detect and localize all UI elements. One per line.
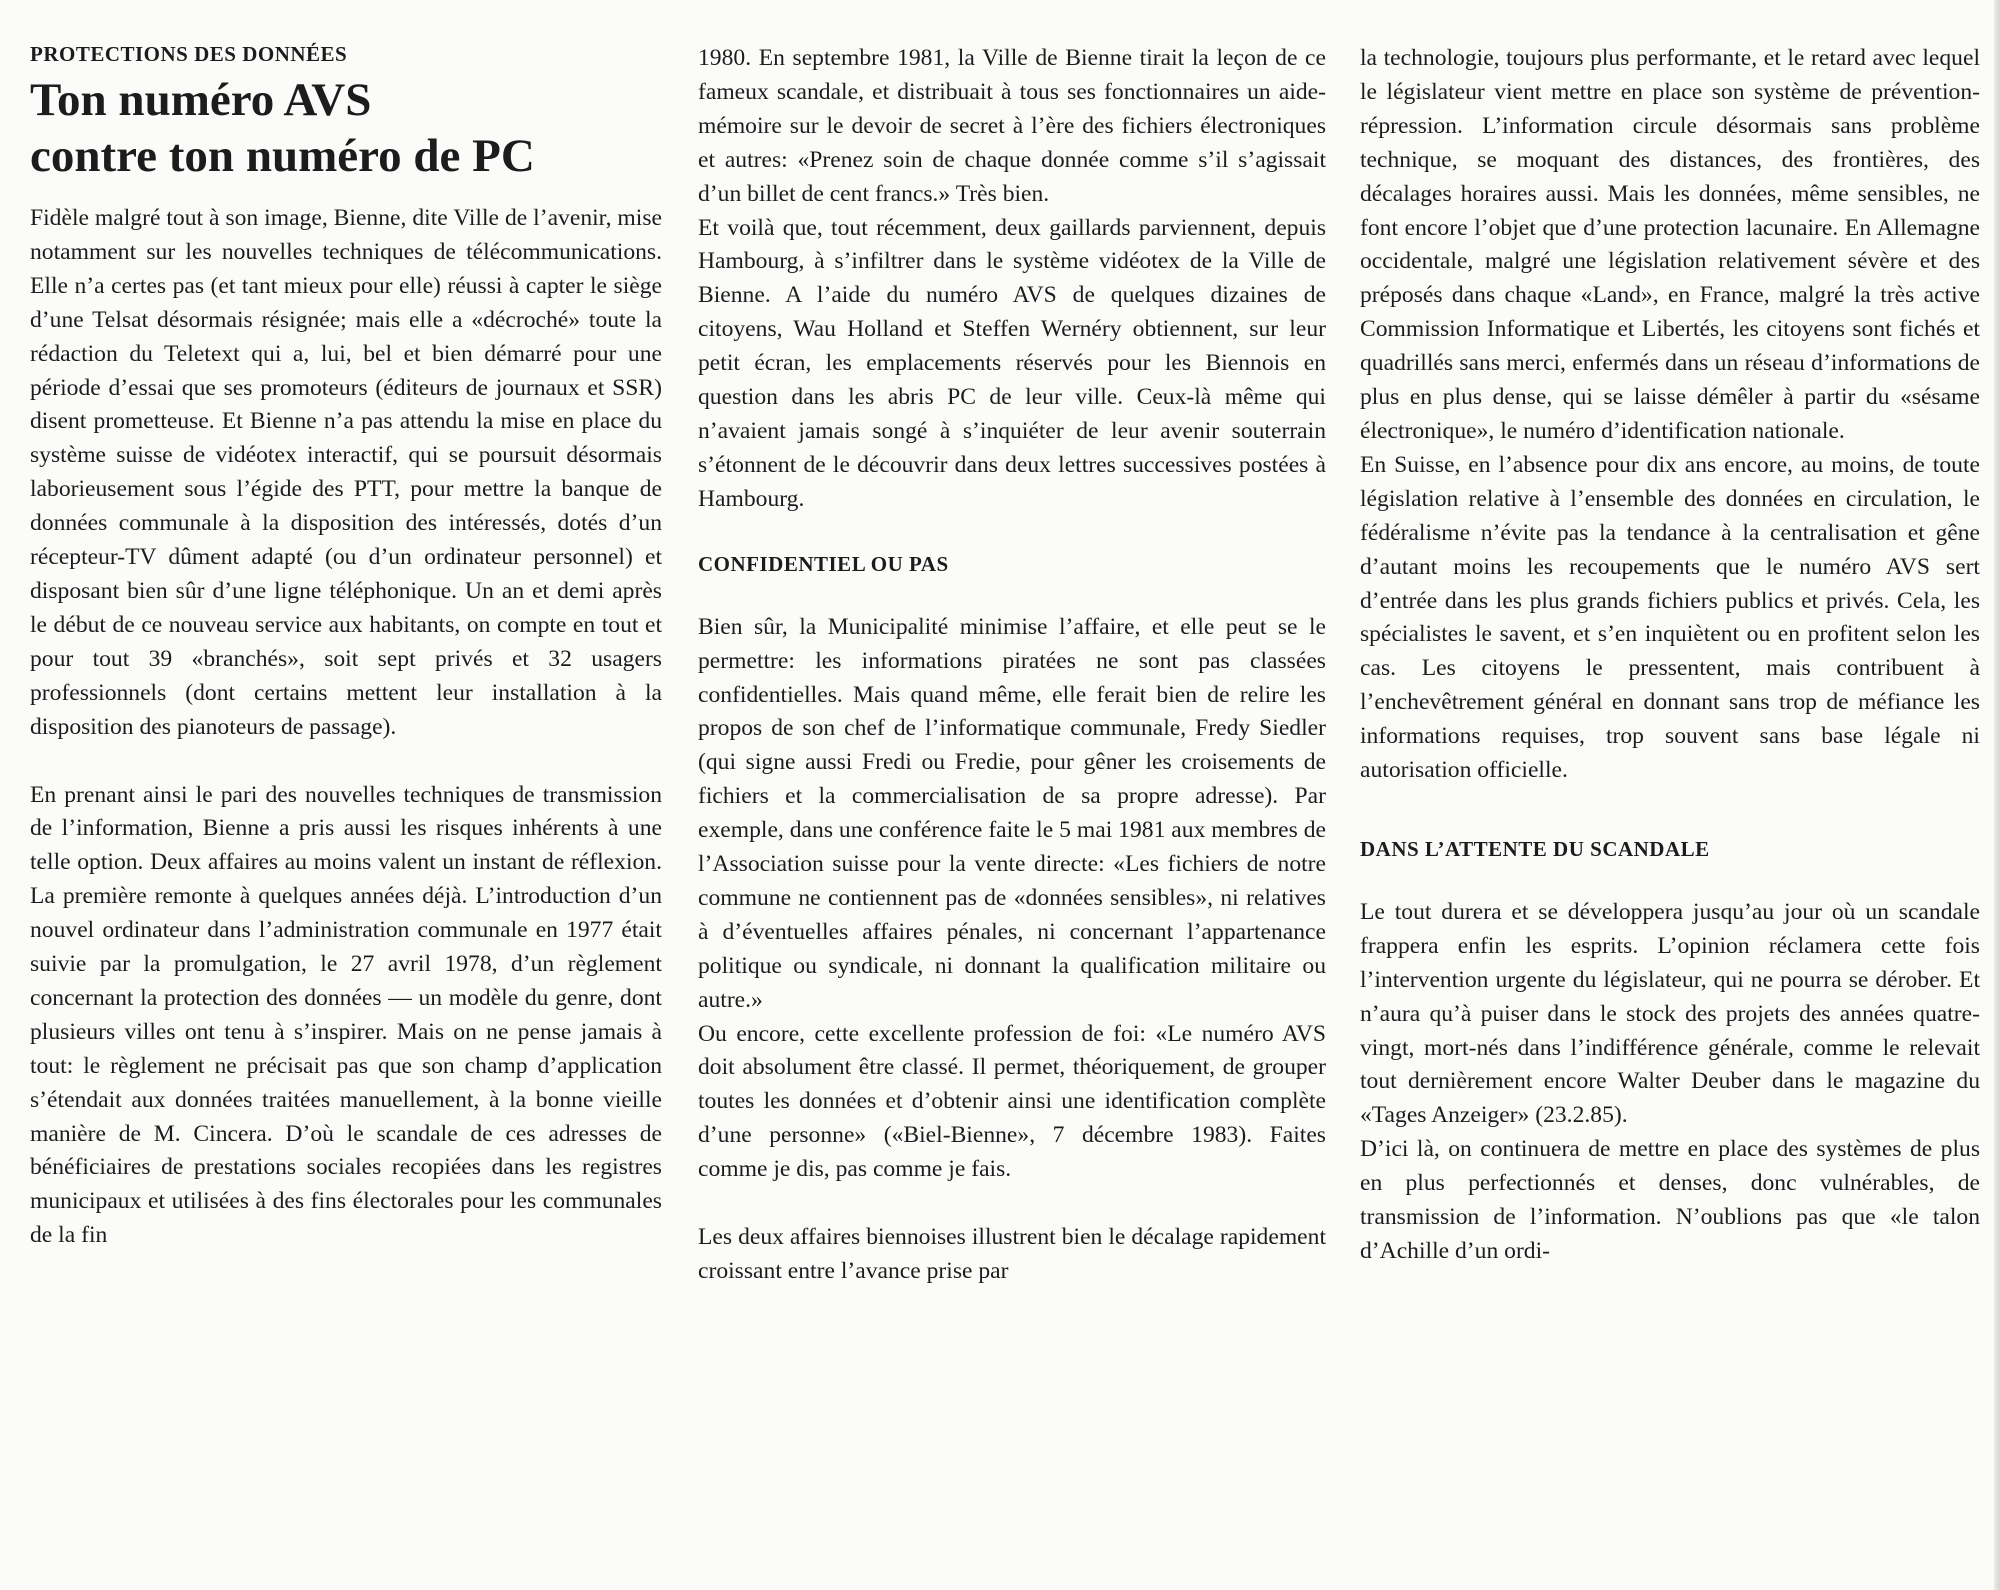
paragraph: Ou encore, cette excellente profession de foi: «Le numéro AVS doit absolument être classé. Il permet, théoriquement, de grouper toutes les données et d’obtenir ainsi une identification complète d’une personne» («Biel-Bienne», 7 décembre 1983). Faites comme je dis, pas comme je fais. (698, 1020, 1326, 1183)
paragraph: Fidèle malgré tout à son image, Bienne, dite Ville de l’avenir, mise notamment sur les nouvelles techniques de télécommunications. Elle n’a certes pas (et tant mieux pour elle) réussi à capter le siège d’une Telsat désormais résignée; mais elle a «décroché» toute la rédaction du Teletext qui a, lui, bel et bien démarré pour une période d’essai que ses promoteurs (éditeurs de journaux et SSR) disent prometteuse. Et Bienne n’a pas attendu la mise en place du système suisse de vidéotex interactif, qui se poursuit désormais laborieusement sous l’égide des PTT, pour mettre la banque de données communale à la disposition des intéressés, dotés d’un récepteur-TV dûment adapté (ou d’un ordinateur personnel) et disposant bien sûr d’une ligne téléphonique. Un an et demi après le début de ce nouveau service aux habitants, on compte en tout et pour tout 39 «branchés», soit sept privés et 32 usagers professionnels (dont certains mettent leur installation à la disposition des pianoteurs de passage). (30, 205, 662, 740)
paragraph: Et voilà que, tout récemment, deux gaillards parviennent, depuis Hambourg, à s’infiltrer dans le système vidéotex de la Ville de Bienne. A l’aide du numéro AVS de quelques dizaines de citoyens, Wau Holland et Steffen Wernéry obtiennent, sur leur petit écran, les emplacements réservés pour les Biennois en question dans les abris PC de leur ville. Ceux-là même qui n’avaient jamais songé à s’inquiéter de leur avenir souterrain s’étonnent de le découvrir dans deux lettres successives postées à Hambourg. (698, 214, 1326, 512)
article-kicker: PROTECTIONS DES DONNÉES (30, 42, 348, 66)
page-edge-shadow (1994, 0, 2000, 1590)
paragraph: 1980. En septembre 1981, la Ville de Bienne tirait la leçon de ce fameux scandale, et distribuait à tous ses fonctionnaires un aide-mémoire sur le devoir de secret à l’ère des fichiers électroniques et autres: «Prenez soin de chaque donnée comme s’il s’agissait d’un billet de cent francs.» Très bien. (698, 45, 1326, 207)
article-title (30, 72, 662, 184)
section-heading-confidentiel: CONFIDENTIEL OU PAS (698, 551, 949, 576)
paragraph: Le tout durera et se développera jusqu’au jour où un scandale frappera enfin les esprits. L’opinion réclamera cette fois l’intervention urgente du législateur, qui ne pourra se dérober. Et n’aura qu’à puiser dans le stock des projets des années quatre-vingt, mort-nés dans l’indifférence générale, comme le relevait tout dernièrement encore Walter Deuber dans le magazine du «Tages Anzeiger» (23.2.85). (1360, 898, 1980, 1129)
article-title-line-1: Ton numéro AVS (30, 74, 372, 126)
column-2 (698, 42, 1326, 1289)
article-title-line-2: contre ton numéro de PC (30, 130, 535, 182)
column-1 (30, 40, 662, 1253)
column-3 (1360, 42, 1980, 1269)
paragraph: D’ici là, on continuera de mettre en place des systèmes de plus en plus perfectionnés et denses, donc vulnérables, de transmission de l’information. N’oublions pas que «le talon d’Achille d’un ordi- (1360, 1136, 1980, 1264)
paragraph: En prenant ainsi le pari des nouvelles techniques de transmission de l’information, Bienne a pris aussi les risques inhérents à une telle option. Deux affaires au moins valent un instant de réflexion. La première remonte à quelques années déjà. L’introduction d’un nouvel ordinateur dans l’administration communale en 1977 était suivie par la promulgation, le 27 avril 1978, d’un règlement concernant la protection des données — un modèle du genre, dont plusieurs villes ont tenu à s’inspirer. Mais on ne pense jamais à tout: le règlement ne précisait pas que son champ d’application s’étendait aux données traitées manuellement, à la bonne vieille manière de M. Cincera. D’où le scandale de ces adresses de bénéficiaires de prestations sociales recopiées dans les registres municipaux et utilisées à des fins électorales pour les communales de la fin (30, 781, 662, 1249)
section-heading-scandale: DANS L’ATTENTE DU SCANDALE (1360, 836, 1710, 861)
paragraph: Bien sûr, la Municipalité minimise l’affaire, et elle peut se le permettre: les informations piratées ne sont pas classées confidentielles. Mais quand même, elle ferait bien de relire les propos de son chef de l’informatique communale, Fredy Siedler (qui signe aussi Fredi ou Fredie, pour gêner les croisements de fichiers et la commercialisation de sa propre adresse). Par exemple, dans une conférence faite le 5 mai 1981 aux membres de l’Association suisse pour la vente directe: «Les fichiers de notre commune ne contiennent pas de «données sensibles», ni relatives à d’éventuelles affaires pénales, ni concernant l’appartenance politique ou syndicale, ni donnant la qualification militaire ou autre.» (698, 613, 1326, 1013)
paragraph: la technologie, toujours plus performante, et le retard avec lequel le législateur vient mettre en place son système de prévention-répression. L’information circule désormais sans problème technique, se moquant des distances, des frontières, des décalages horaires aussi. Mais les données, même sensibles, ne font encore l’objet que d’une protection lacunaire. En Allemagne occidentale, malgré une législation relativement sévère et des préposés dans chaque «Land», en France, malgré la très active Commission Informatique et Libertés, les citoyens sont fichés et quadrillés sans merci, enfermés dans un réseau d’informations de plus en plus dense, qui se laisse démêler à partir du «sésame électronique», le numéro d’identification nationale. (1360, 45, 1980, 444)
paragraph: Les deux affaires biennoises illustrent bien le décalage rapidement croissant entre l’avance prise par (698, 1224, 1326, 1284)
paragraph: En Suisse, en l’absence pour dix ans encore, au moins, de toute législation relative à l’ensemble des données en circulation, le fédéralisme n’évite pas la tendance à la centralisation et gêne d’autant moins les recoupements que le numéro AVS sert d’entrée dans les plus grands fichiers publics et privés. Cela, les spécialistes le savent, et s’en inquiètent ou en profitent selon les cas. Les citoyens le pressentent, mais contribuent à l’enchevêtrement général en donnant sans trop de méfiance les informations requises, trop souvent sans base légale ni autorisation officielle. (1360, 451, 1980, 784)
